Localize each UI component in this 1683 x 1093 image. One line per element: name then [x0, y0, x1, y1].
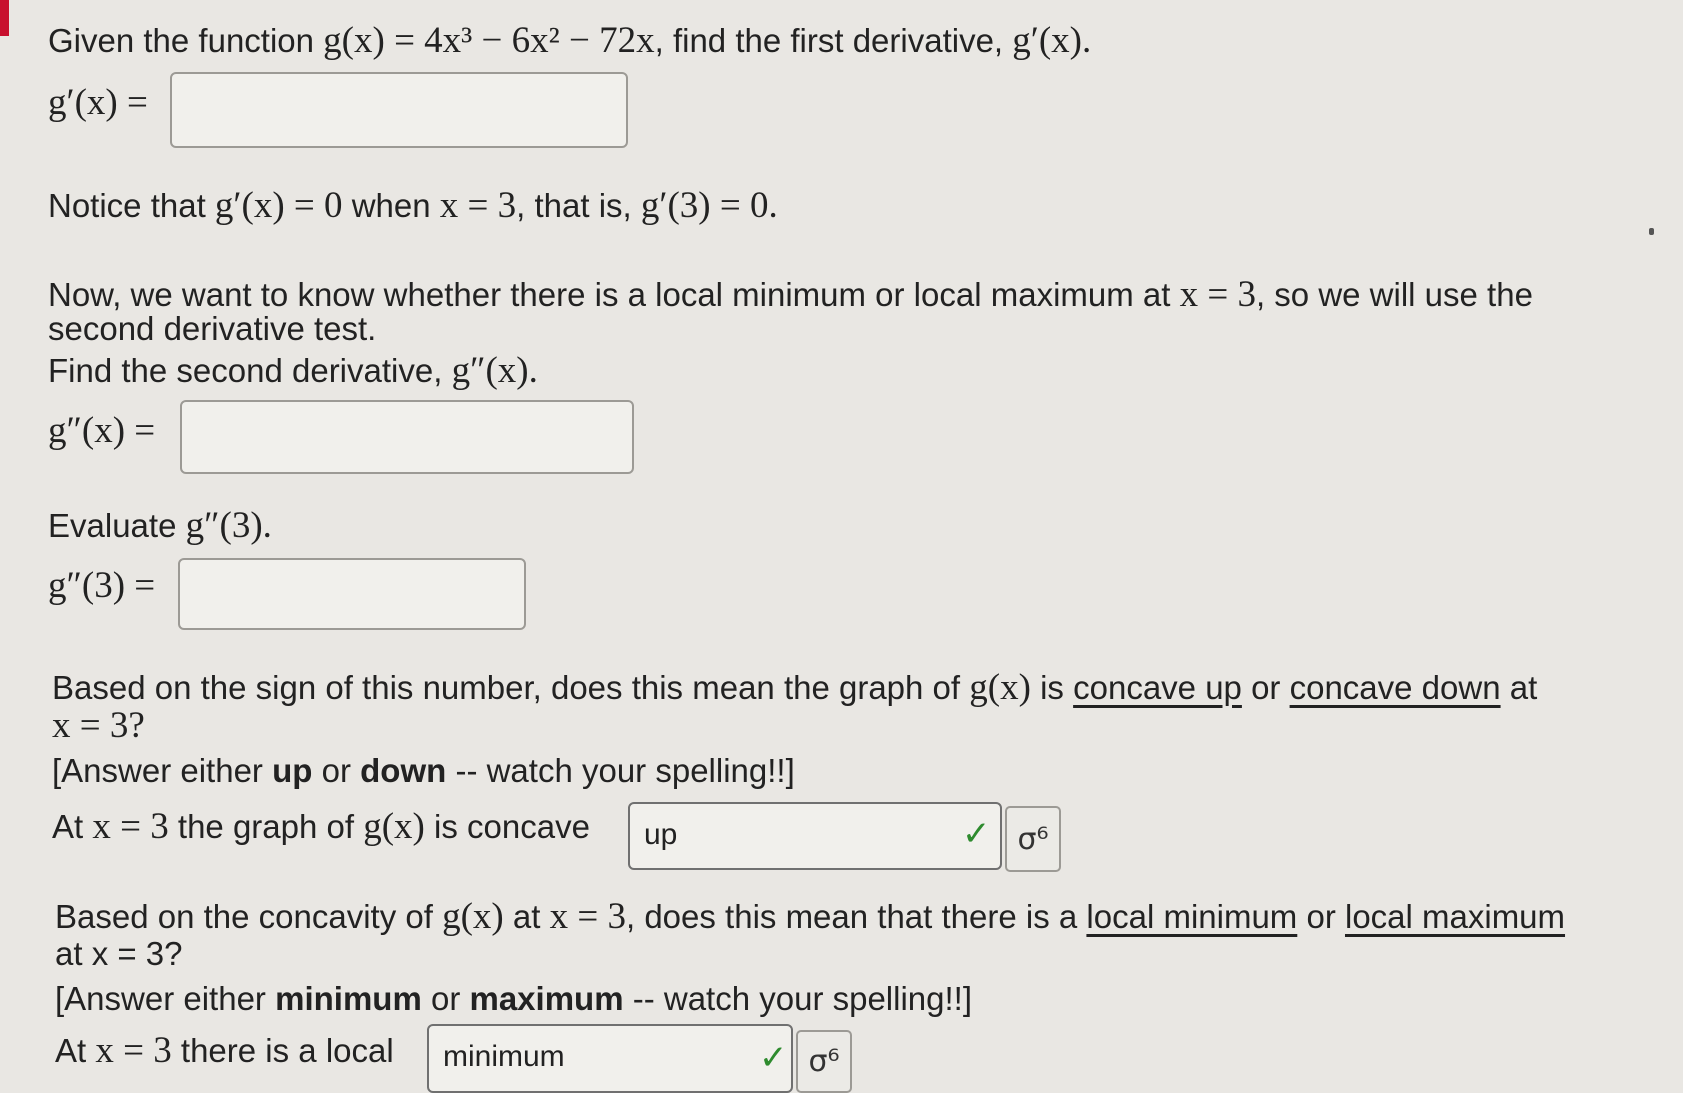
extremum-question-at: at [512, 898, 541, 935]
concavity-question-line1 [52, 667, 1537, 710]
notice-text: Notice that [48, 187, 206, 224]
scroll-marker [1649, 228, 1654, 235]
hint-down: down [360, 752, 447, 789]
hint2-text: [Answer either [55, 980, 266, 1017]
evaluate-notation: g″(3). [185, 505, 272, 546]
concavity-function: g(x) [363, 806, 425, 847]
hint-text-post: -- watch your spelling!!] [455, 752, 795, 789]
concavity-answer-input[interactable] [628, 802, 1002, 870]
intro-text: Given the function [48, 22, 314, 59]
notice-equation-2: x = 3 [439, 185, 517, 226]
concavity-equation: x = 3 [92, 806, 169, 847]
extremum-equation: x = 3 [95, 1030, 172, 1071]
concavity-statement [52, 806, 590, 849]
extremum-there-is-local: there is a local [180, 1032, 394, 1069]
extremum-question-mid: , does this mean that there is a [625, 898, 1078, 935]
hint2-text-post: -- watch your spelling!!] [632, 980, 973, 1017]
notice-when: when [351, 187, 431, 224]
concavity-question-line2: x = 3? [52, 705, 145, 746]
check-icon: ✓ [759, 1039, 788, 1077]
hint-or: or [321, 752, 351, 789]
extremum-hint [55, 980, 972, 1018]
concavity-at: At [52, 808, 84, 845]
second-derivative-label: g″(x) = [48, 410, 156, 451]
local-minimum-link[interactable]: local minimum [1086, 898, 1298, 935]
notice-equation-3: g′(3) = 0. [640, 185, 778, 226]
concavity-answer-value: up [644, 818, 678, 851]
notice-equation-1: g′(x) = 0 [214, 185, 343, 226]
first-derivative-notation: g′(x). [1012, 20, 1092, 61]
concavity-graph-of: the graph of [177, 808, 355, 845]
evaluation-label: g″(3) = [48, 565, 156, 606]
extremum-question-line1 [55, 896, 1565, 939]
local-maximum-link[interactable]: local maximum [1344, 898, 1566, 935]
evaluate-text: Evaluate [48, 507, 177, 544]
hint-up: up [272, 752, 313, 789]
first-derivative-input[interactable] [170, 72, 628, 148]
concavity-is-concave: is concave [434, 808, 590, 845]
now-equation: x = 3 [1179, 274, 1256, 315]
symbol-keyboard-button[interactable] [796, 1030, 852, 1093]
second-derivative-input[interactable] [180, 400, 634, 474]
second-derivative-test-line2: second derivative test. [48, 310, 377, 347]
check-icon: ✓ [962, 815, 991, 853]
or-text: or [1251, 669, 1281, 706]
hint-maximum: maximum [469, 980, 624, 1017]
concavity-hint [52, 752, 795, 790]
extremum-answer-value: minimum [443, 1040, 565, 1073]
concave-down-link[interactable]: concave down [1289, 669, 1501, 706]
accent-strip [0, 0, 9, 36]
or-text-2: or [1306, 898, 1336, 935]
find-second-notation: g″(x). [451, 350, 538, 391]
concavity-question-text: Based on the sign of this number, does this mean the graph of [52, 669, 961, 706]
sigma-icon: σ⁶ [808, 1044, 840, 1079]
question-intro [48, 20, 1091, 63]
find-second-text: Find the second derivative, [48, 352, 443, 389]
function-expression: g(x) = 4x³ − 6x² − 72x [323, 20, 655, 61]
extremum-question-line2: at x = 3? [55, 935, 183, 972]
now-text-post: , so we will use the [1255, 276, 1533, 313]
extremum-at: At [55, 1032, 87, 1069]
symbol-keyboard-button[interactable] [1005, 806, 1061, 872]
evaluate-prompt [48, 505, 272, 548]
concave-up-link[interactable]: concave up [1073, 669, 1242, 706]
hint-text: [Answer either [52, 752, 263, 789]
sigma-icon: σ⁶ [1017, 821, 1049, 857]
find-second-derivative [48, 350, 538, 393]
extremum-answer-input[interactable] [427, 1024, 793, 1093]
notice-line [48, 185, 778, 228]
concavity-question-at: at [1509, 669, 1538, 706]
now-text: Now, we want to know whether there is a local minimum or local maximum at [48, 276, 1171, 313]
extremum-question-text: Based on the concavity of [55, 898, 433, 935]
intro-text-post: , find the first derivative, [654, 22, 1004, 59]
hint-minimum: minimum [275, 980, 422, 1017]
first-derivative-label: g′(x) = [48, 82, 148, 123]
concavity-question-is: is [1040, 669, 1064, 706]
concavity-question-function: g(x) [969, 667, 1031, 708]
extremum-question-equation: x = 3 [549, 896, 626, 937]
extremum-question-function: g(x) [442, 896, 504, 937]
evaluation-input[interactable] [178, 558, 526, 630]
extremum-statement [55, 1030, 394, 1073]
notice-that-is: , that is, [516, 187, 632, 224]
hint2-or: or [430, 980, 461, 1017]
